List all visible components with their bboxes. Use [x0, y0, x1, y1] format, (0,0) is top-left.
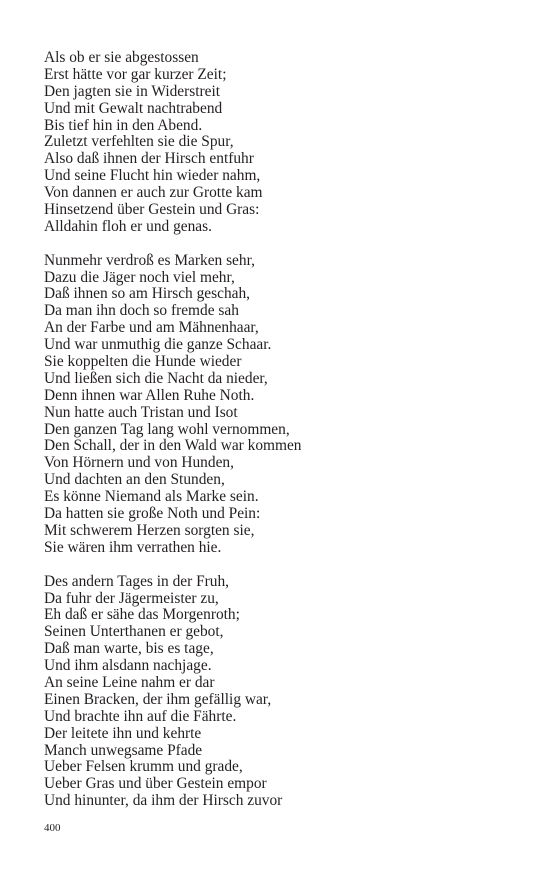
verse-line: Von Hörnern und von Hunden, — [44, 454, 234, 472]
verse-line: Und war unmuthig die ganze Schaar. — [44, 336, 272, 354]
verse-line: An der Farbe und am Mähnenhaar, — [44, 319, 259, 337]
stanza-3 — [44, 574, 524, 810]
verse-line: Denn ihnen war Allen Ruhe Noth. — [44, 386, 255, 404]
verse-line: Nun hatte auch Tristan und Isot — [44, 403, 238, 421]
verse-line: Von dannen er auch zur Grotte kam — [44, 184, 263, 202]
verse-line: Ueber Gras und über Gestein empor — [44, 775, 267, 793]
verse-line: Da hatten sie große Noth und Pein: — [44, 505, 261, 523]
stanza-1 — [44, 50, 524, 236]
verse-line: Sie wären ihm verrathen hie. — [44, 538, 222, 556]
verse-line: Und dachten an den Stunden, — [44, 471, 225, 489]
verse-line: Als ob er sie abgestossen — [44, 49, 199, 66]
verse-line: Den jagten sie in Widerstreit — [44, 82, 221, 100]
verse-line: Also daß ihnen der Hirsch entfuhr — [44, 150, 254, 168]
verse-line: Den Schall, der in den Wald war kommen — [44, 437, 302, 455]
verse-line: Erst hätte vor gar kurzer Zeit; — [44, 65, 227, 83]
verse-line: Daß ihnen so am Hirsch geschah, — [44, 285, 251, 303]
verse-line: Bis tief hin in den Abend. — [44, 116, 203, 134]
verse-line: Daß man warte, bis es tage, — [44, 640, 214, 658]
verse-line: Alldahin floh er und genas. — [44, 217, 212, 235]
verse-line: Hinsetzend über Gestein und Gras: — [44, 201, 260, 219]
stanza-2 — [44, 253, 524, 557]
verse-line: Seinen Unterthanen er gebot, — [44, 623, 224, 641]
verse-line: An seine Leine nahm er dar — [44, 673, 215, 691]
verse-line: Mit schwerem Herzen sorgten sie, — [44, 521, 255, 539]
verse-line: Dazu die Jäger noch viel mehr, — [44, 268, 235, 286]
verse-line: Und ließen sich die Nacht da nieder, — [44, 369, 268, 387]
verse-line: Einen Bracken, der ihm gefällig war, — [44, 690, 272, 708]
verse-line: Des andern Tages in der Fruh, — [44, 572, 229, 590]
verse-line: Zuletzt verfehlten sie die Spur, — [44, 133, 234, 151]
verse-line: Und hinunter, da ihm der Hirsch zuvor — [44, 792, 283, 810]
poem-text — [44, 50, 524, 827]
verse-line: Und brachte ihn auf die Fährte. — [44, 707, 237, 725]
verse-line: Es könne Niemand als Marke sein. — [44, 488, 259, 506]
verse-line: Sie koppelten die Hunde wieder — [44, 353, 242, 371]
verse-line: Da fuhr der Jägermeister zu, — [44, 589, 219, 607]
verse-line: Ueber Felsen krumm und grade, — [44, 758, 243, 776]
verse-line: Nunmehr verdroß es Marken sehr, — [44, 251, 255, 269]
verse-line: Da man ihn doch so fremde sah — [44, 302, 239, 320]
verse-line: Den ganzen Tag lang wohl vernommen, — [44, 420, 290, 438]
verse-line: Eh daß er sähe das Morgenroth; — [44, 606, 240, 624]
verse-line: Und seine Flucht hin wieder nahm, — [44, 167, 261, 185]
page-number: 400 — [44, 822, 61, 834]
verse-line: Manch unwegsame Pfade — [44, 741, 203, 759]
verse-line: Und ihm alsdann nachjage. — [44, 657, 212, 675]
verse-line: Und mit Gewalt nachtrabend — [44, 99, 223, 117]
verse-line: Der leitete ihn und kehrte — [44, 724, 202, 742]
